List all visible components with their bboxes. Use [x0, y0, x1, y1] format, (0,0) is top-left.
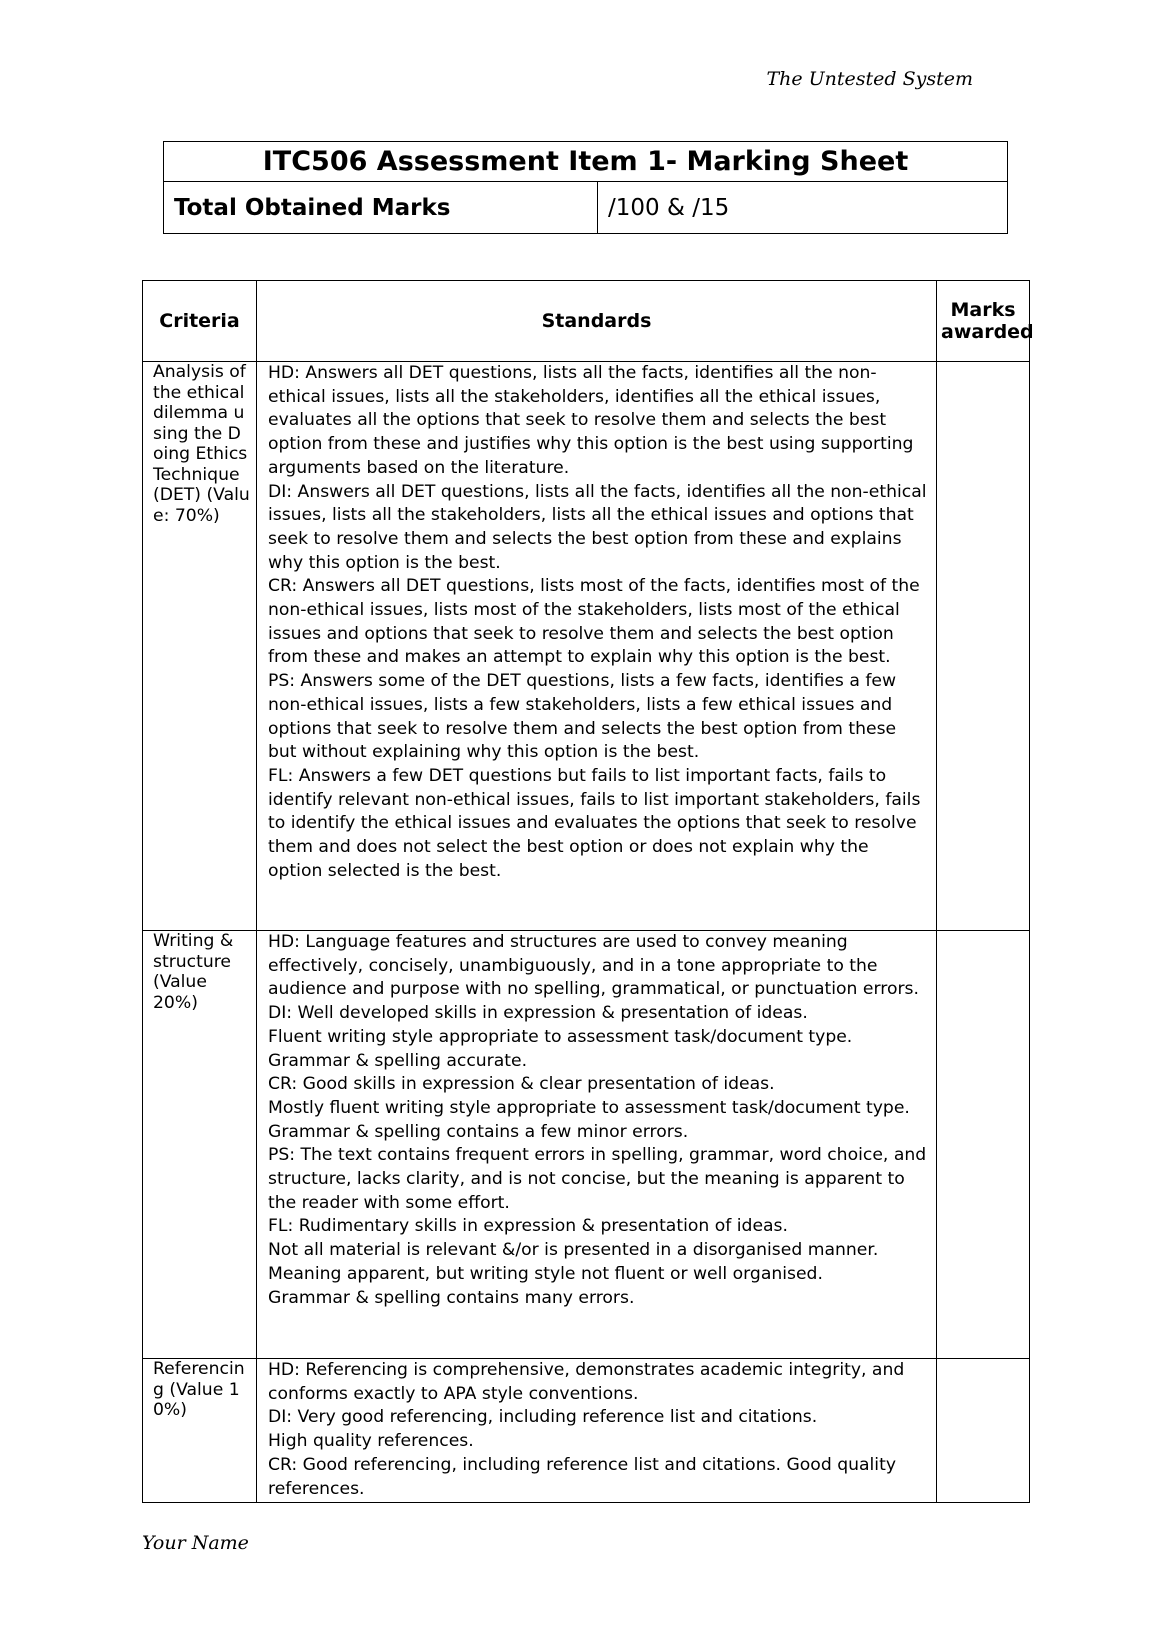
standard-line: Not all material is relevant &/or is presented in a disorganised manner. — [268, 1240, 879, 1261]
marks-cell[interactable] — [937, 931, 1030, 1359]
standards-cell — [257, 1359, 937, 1503]
standard-line: Meaning apparent, but writing style not fluent or well organised. — [268, 1263, 823, 1284]
standard-line: FL: Rudimentary skills in expression & presentation of ideas. — [268, 1216, 788, 1237]
standard-line: HD: Answers all DET questions, lists all the facts, identifies all the non-ethical issues, lists all the stakeholders, identifies all the ethical issues, evaluates all the options that seek to resolve them and selects the best option from these and justifies why this option is the best using supporting arguments based on the literature. — [268, 363, 914, 478]
standard-line: FL: Answers a few DET questions but fails to list important facts, fails to identify relevant non-ethical issues, fails to list important stakeholders, fails to identify the ethical issues and evaluates the options that seek to resolve them and does not select the best option or does not explain why the option selected is the best. — [268, 765, 921, 881]
criteria-header: Criteria — [143, 281, 257, 362]
standard-line: DI: Answers all DET questions, lists all the facts, identifies all the non-ethical issues, lists all the stakeholders, lists all the ethical issues and options that seek to resolve them and selects the best option from these and explains why this option is the best. — [268, 481, 927, 573]
standard-line: CR: Good skills in expression & clear presentation of ideas. — [268, 1074, 775, 1095]
rubric-header-row — [143, 281, 1030, 362]
standard-line: PS: The text contains frequent errors in spelling, grammar, word choice, and structure, lacks clarity, and is not concise, but the meaning is apparent to the reader with some effort. — [268, 1145, 927, 1213]
standards-header: Standards — [257, 281, 937, 362]
marks-header: Marks awarded — [937, 281, 1030, 362]
total-marks-label: Total Obtained Marks — [164, 182, 598, 234]
standard-line: High quality references. — [268, 1431, 474, 1452]
criteria-cell: Writing & structure (Value 20%) — [143, 931, 257, 1359]
standards-cell — [257, 362, 937, 931]
standard-line: Mostly fluent writing style appropriate to assessment task/document type. Grammar & spelling contains a few minor errors. — [268, 1097, 910, 1142]
summary-table — [163, 141, 1008, 234]
standard-line: CR: Good referencing, including reference list and citations. Good quality references. — [268, 1454, 896, 1499]
total-marks-value: /100 & /15 — [598, 182, 1008, 234]
standard-line: DI: Very good referencing, including reference list and citations. — [268, 1407, 818, 1428]
standard-line: HD: Language features and structures are used to convey meaning effectively, concisely, unambiguously, and in a tone appropriate to the audience and purpose with no spelling, grammatical, or punctuation errors. — [268, 932, 919, 1000]
standard-line: PS: Answers some of the DET questions, lists a few facts, identifies a few non-ethical issues, lists a few stakeholders, lists a few ethical issues and options that seek to resolve them and selects the best option from these but without explaining why this option is the best. — [268, 671, 897, 763]
table-row — [143, 931, 1030, 1359]
running-header: The Untested System — [766, 68, 973, 90]
running-footer: Your Name — [142, 1532, 249, 1554]
table-row — [143, 1359, 1030, 1503]
standard-line: Grammar & spelling contains many errors. — [268, 1287, 635, 1308]
standard-line: CR: Answers all DET questions, lists most of the facts, identifies most of the non-ethical issues, lists most of the stakeholders, lists most of the ethical issues and options that seek to resolve them and selects the best option from these and makes an attempt to explain why this option is the best. — [268, 576, 920, 668]
standards-cell — [257, 931, 937, 1359]
criteria-cell: Analysis of the ethical dilemma using the Doing Ethics Technique (DET) (Value: 70%) — [143, 362, 257, 931]
standard-line: Fluent writing style appropriate to assessment task/document type. — [268, 1026, 853, 1047]
table-row — [143, 362, 1030, 931]
sheet-title: ITC506 Assessment Item 1- Marking Sheet — [164, 142, 1008, 182]
rubric-table — [142, 280, 1034, 1503]
marks-cell[interactable] — [937, 1359, 1030, 1503]
criteria-cell: Referencing (Value 10%) — [143, 1359, 257, 1503]
standard-line: HD: Referencing is comprehensive, demonstrates academic integrity, and conforms exactly to APA style conventions. — [268, 1360, 905, 1404]
marks-cell[interactable] — [937, 362, 1030, 931]
standard-line: DI: Well developed skills in expression & presentation of ideas. — [268, 1003, 808, 1024]
standard-line: Grammar & spelling accurate. — [268, 1050, 528, 1071]
